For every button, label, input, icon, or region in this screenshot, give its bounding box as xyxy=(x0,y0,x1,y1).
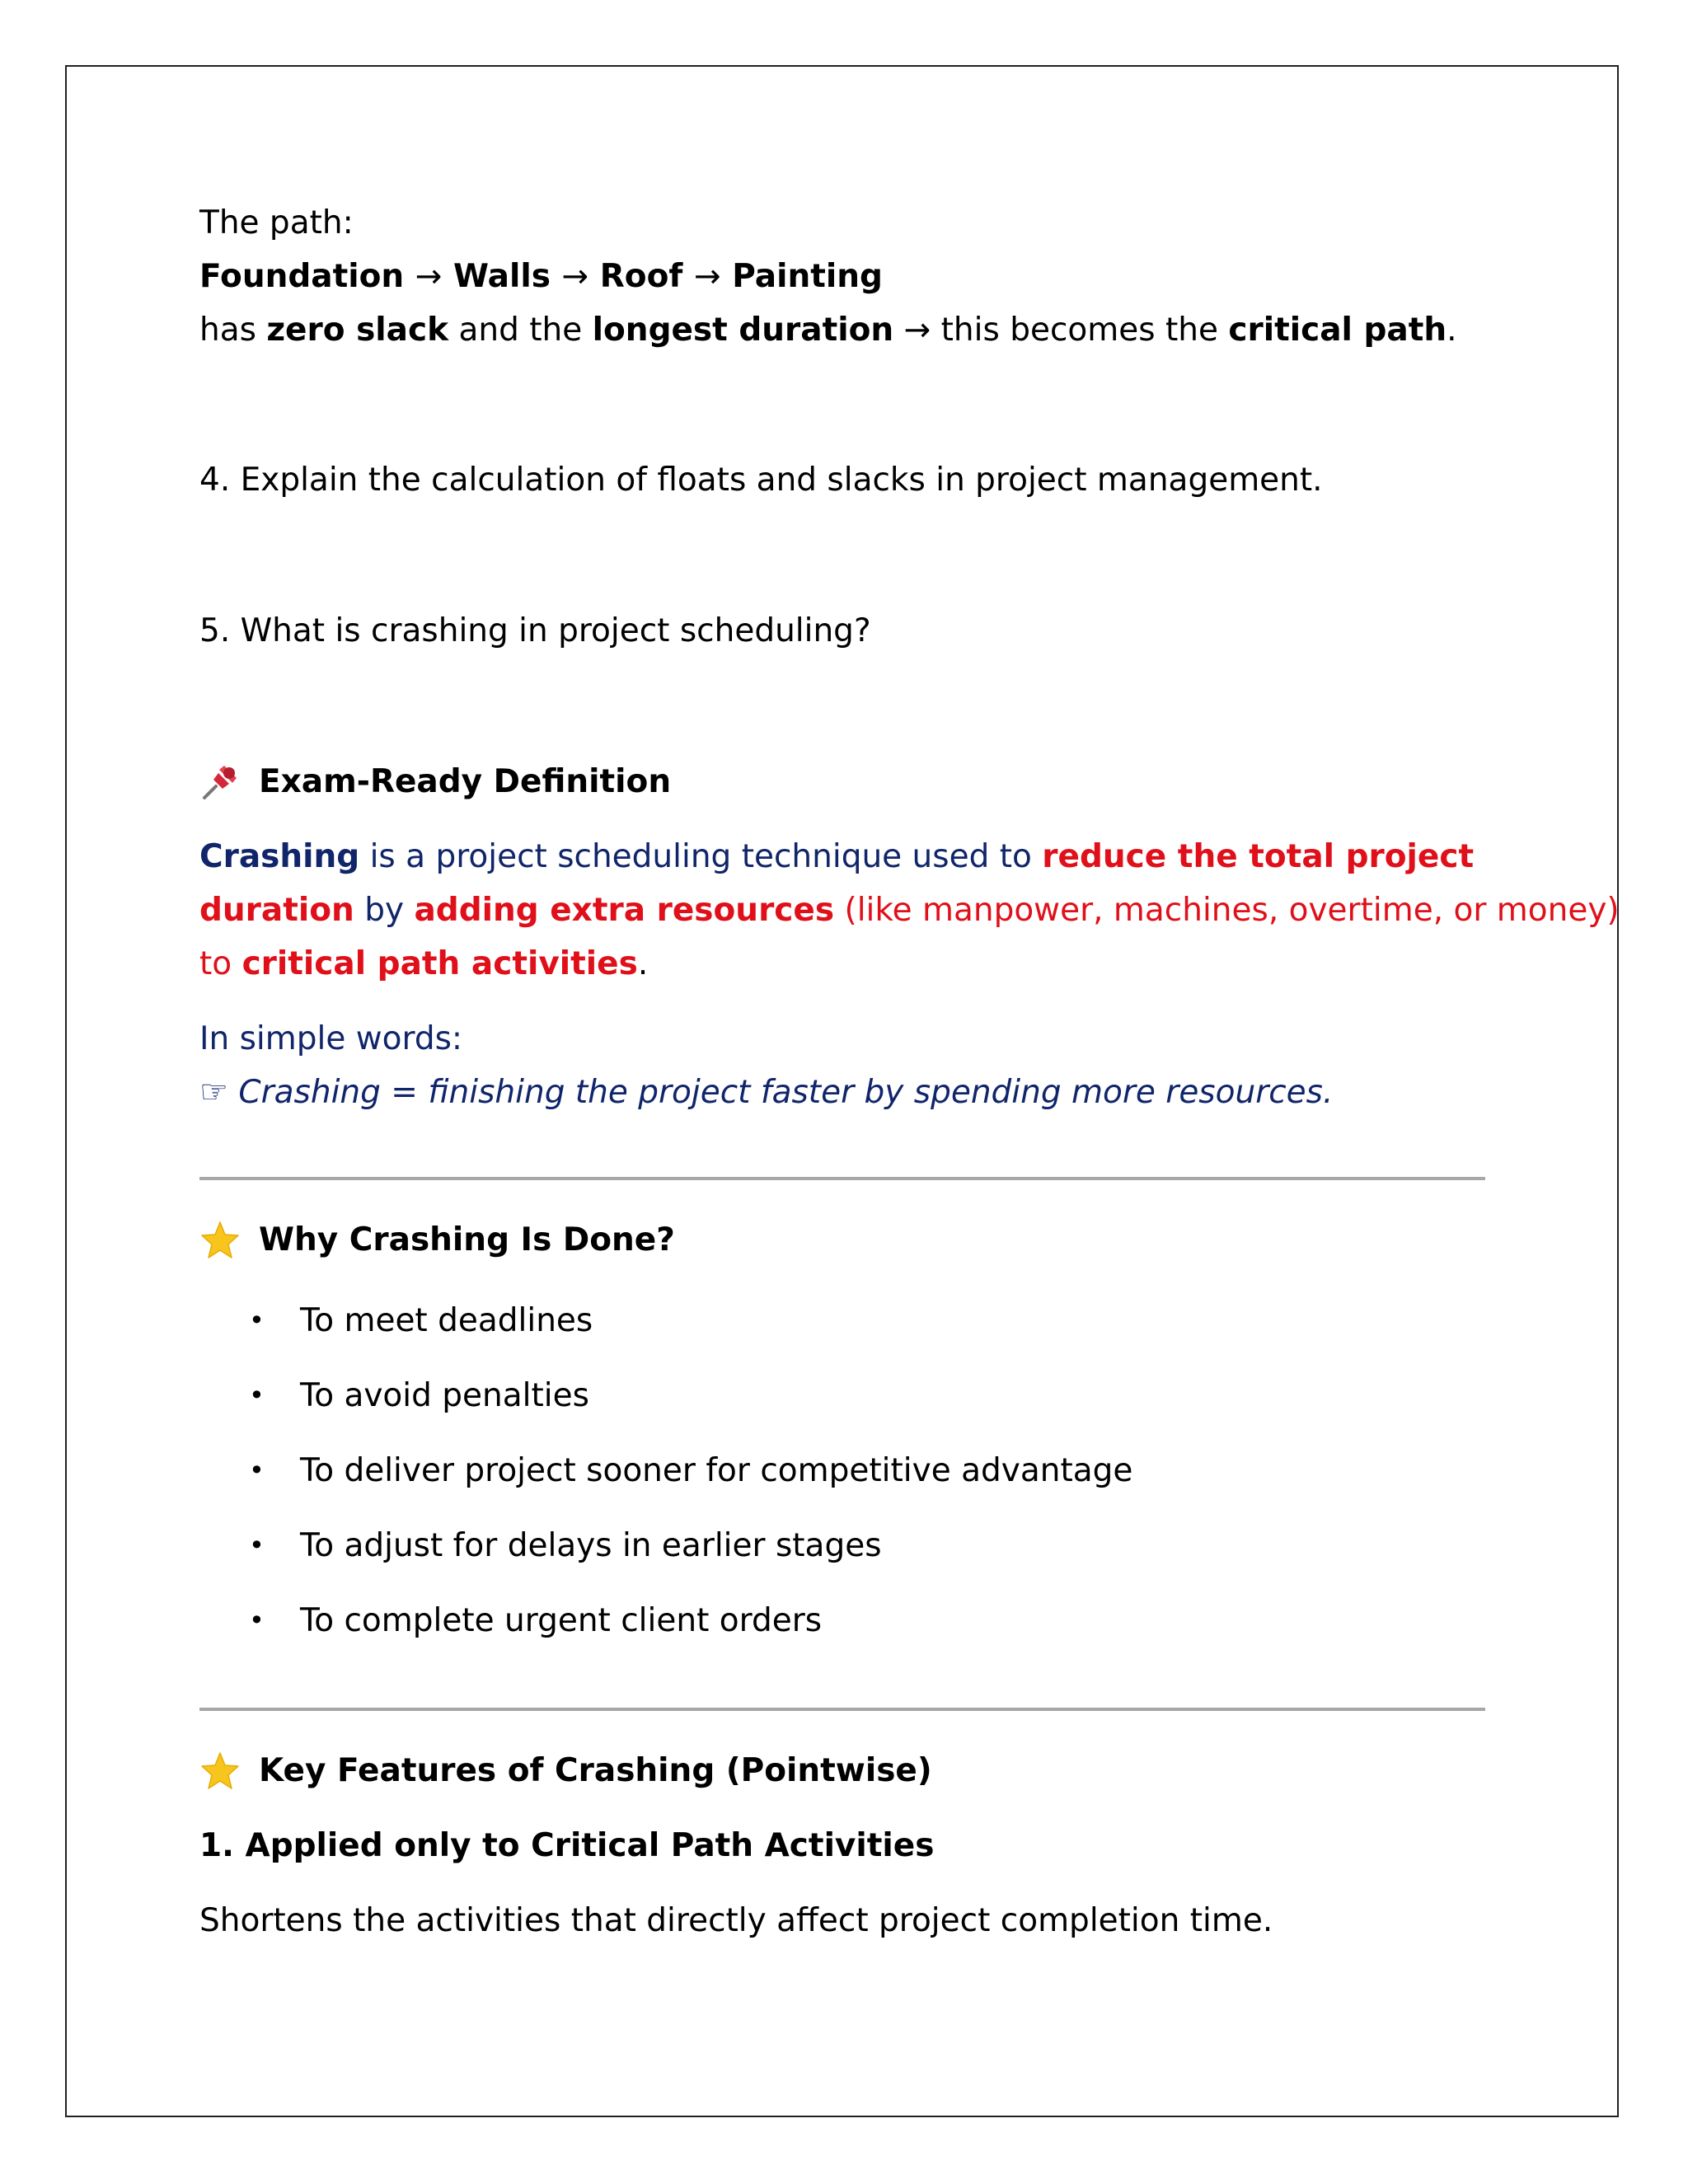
definition-heading xyxy=(199,755,1485,808)
emphasis: zero slack xyxy=(266,312,449,349)
simple-words-line xyxy=(199,1066,1485,1119)
text: (like manpower, machines, overtime, or money) xyxy=(834,892,1620,929)
arrow: → xyxy=(561,258,589,295)
feature-1-title: 1. Applied only to Critical Path Activities xyxy=(199,1827,935,1864)
term-crashing: Crashing xyxy=(199,838,360,875)
list-item: • To deliver project sooner for competitive advantage xyxy=(199,1433,1485,1508)
list-item: • To complete urgent client orders xyxy=(199,1583,1485,1658)
emphasis: reduce the total project xyxy=(1042,838,1475,875)
why-list xyxy=(199,1283,1485,1658)
why-heading-text: Why Crashing Is Done? xyxy=(259,1221,675,1258)
pushpin-icon xyxy=(199,762,241,803)
path-explanation xyxy=(199,303,1485,357)
critical-path-sequence xyxy=(199,250,1485,303)
emphasis: critical path activities xyxy=(241,945,638,982)
path-step: Roof xyxy=(599,258,683,295)
emphasis: duration xyxy=(199,892,354,929)
list-item: • To avoid penalties xyxy=(199,1358,1485,1433)
feature-1-text: Shortens the activities that directly affect project completion time. xyxy=(199,1902,1273,1939)
question-5: 5. What is crashing in project scheduling? xyxy=(199,612,871,649)
arrow: → xyxy=(415,258,443,295)
emphasis: adding extra resources xyxy=(414,892,835,929)
why-heading xyxy=(199,1213,1485,1267)
features-heading-text: Key Features of Crashing (Pointwise) xyxy=(259,1752,932,1789)
text: is a project scheduling technique used to xyxy=(359,838,1043,875)
emphasis: critical path xyxy=(1228,312,1447,349)
emphasis: longest duration xyxy=(592,312,894,349)
text: . xyxy=(1447,312,1457,349)
text: and the xyxy=(448,312,593,349)
path-step: Painting xyxy=(732,258,883,295)
text: → this becomes the xyxy=(893,312,1229,349)
pointing-hand-icon: ☞ xyxy=(199,1074,228,1111)
text: has xyxy=(199,312,267,349)
definition-heading-text: Exam-Ready Definition xyxy=(259,763,672,800)
star-icon xyxy=(199,1220,241,1261)
arrow: → xyxy=(693,258,721,295)
text: by xyxy=(354,892,415,929)
features-heading xyxy=(199,1744,1485,1797)
simple-words-text: Crashing = finishing the project faster by spending more resources. xyxy=(238,1074,1334,1111)
question-4: 4. Explain the calculation of floats and slacks in project management. xyxy=(199,462,1323,499)
path-step: Walls xyxy=(453,258,551,295)
list-item: • To adjust for delays in earlier stages xyxy=(199,1508,1485,1583)
path-step: Foundation xyxy=(199,258,405,295)
star-icon xyxy=(199,1750,241,1792)
list-item: • To meet deadlines xyxy=(199,1283,1485,1358)
text: . xyxy=(637,945,649,982)
simple-words-block xyxy=(199,1012,1485,1119)
definition-paragraph xyxy=(199,830,1620,991)
document-content xyxy=(199,196,1620,1947)
simple-words-label: In simple words: xyxy=(199,1020,463,1057)
text: to xyxy=(199,945,242,982)
path-intro: The path: xyxy=(199,204,354,241)
